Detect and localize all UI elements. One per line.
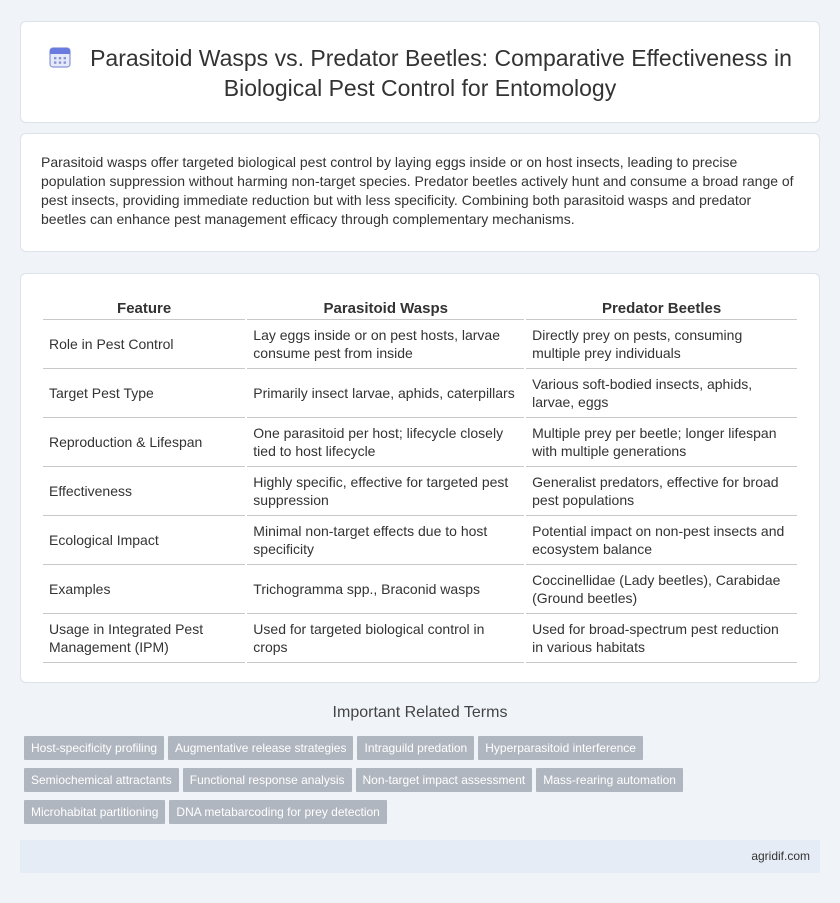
- wasps-cell: One parasitoid per host; lifecycle closely tied to host lifecycle: [247, 418, 524, 467]
- wasps-cell: Trichogramma spp., Braconid wasps: [247, 565, 524, 614]
- related-term-tag[interactable]: Functional response analysis: [183, 768, 352, 792]
- related-terms-tags: [24, 736, 824, 832]
- feature-cell: Role in Pest Control: [43, 320, 245, 369]
- feature-cell: Usage in Integrated Pest Management (IPM): [43, 614, 245, 663]
- intro-card: [20, 133, 820, 252]
- comparison-table-card: [20, 273, 820, 683]
- related-term-tag[interactable]: Host-specificity profiling: [24, 736, 164, 760]
- beetles-cell: Coccinellidae (Lady beetles), Carabidae (Ground beetles): [526, 565, 797, 614]
- wasps-cell: Highly specific, effective for targeted pest suppression: [247, 467, 524, 516]
- feature-cell: Ecological Impact: [43, 516, 245, 565]
- related-terms-heading: Important Related Terms: [332, 704, 508, 721]
- related-term-tag[interactable]: Semiochemical attractants: [24, 768, 179, 792]
- related-term-tag[interactable]: Intraguild predation: [357, 736, 474, 760]
- table-header-row: [43, 297, 797, 320]
- footer: [20, 840, 820, 873]
- wasps-cell: Primarily insect larvae, aphids, caterpillars: [247, 369, 524, 418]
- feature-cell: Target Pest Type: [43, 369, 245, 418]
- table-row: [43, 467, 797, 516]
- related-term-tag[interactable]: Augmentative release strategies: [168, 736, 353, 760]
- wasps-cell: Lay eggs inside or on pest hosts, larvae consume pest from inside: [247, 320, 524, 369]
- intro-paragraph: Parasitoid wasps offer targeted biological pest control by laying eggs inside or on host insects, leading to precise population suppression without harming non-target species. Predator beetles actively hunt and consume a broad range of pest insects, providing immediate reduction but with less specificity. Combining both parasitoid wasps and predator beetles can enhance pest management efficacy through complementary mechanisms.: [41, 154, 794, 227]
- header-parasitoid-wasps: Parasitoid Wasps: [247, 297, 524, 320]
- related-term-tag[interactable]: Non-target impact assessment: [356, 768, 533, 792]
- beetles-cell: Potential impact on non-pest insects and ecosystem balance: [526, 516, 797, 565]
- wasps-cell: Used for targeted biological control in crops: [247, 614, 524, 663]
- title-card: [20, 21, 820, 123]
- beetles-cell: Used for broad-spectrum pest reduction in various habitats: [526, 614, 797, 663]
- related-term-tag[interactable]: Hyperparasitoid interference: [478, 736, 643, 760]
- related-term-tag[interactable]: Microhabitat partitioning: [24, 800, 165, 824]
- beetles-cell: Generalist predators, effective for broad pest populations: [526, 467, 797, 516]
- wasps-cell: Minimal non-target effects due to host specificity: [247, 516, 524, 565]
- related-term-tag[interactable]: Mass-rearing automation: [536, 768, 683, 792]
- table-row: [43, 369, 797, 418]
- page-title: Parasitoid Wasps vs. Predator Beetles: Comparative Effectiveness in Biological Pest Control for Entomology: [90, 45, 792, 101]
- feature-cell: Reproduction & Lifespan: [43, 418, 245, 467]
- footer-site[interactable]: agridif.com: [751, 849, 810, 863]
- tag-row: [24, 736, 824, 768]
- beetles-cell: Multiple prey per beetle; longer lifespan with multiple generations: [526, 418, 797, 467]
- table-row: [43, 516, 797, 565]
- beetles-cell: Directly prey on pests, consuming multiple prey individuals: [526, 320, 797, 369]
- table-row: [43, 418, 797, 467]
- tag-row: [24, 800, 824, 832]
- page-title-wrap: [21, 43, 819, 103]
- comparison-table: [41, 297, 799, 663]
- header-predator-beetles: Predator Beetles: [526, 297, 797, 320]
- beetles-cell: Various soft-bodied insects, aphids, larvae, eggs: [526, 369, 797, 418]
- header-feature: Feature: [43, 297, 245, 320]
- feature-cell: Effectiveness: [43, 467, 245, 516]
- table-row: [43, 320, 797, 369]
- tag-row: [24, 768, 824, 800]
- table-row: [43, 614, 797, 663]
- related-term-tag[interactable]: DNA metabarcoding for prey detection: [169, 800, 386, 824]
- table-row: [43, 565, 797, 614]
- feature-cell: Examples: [43, 565, 245, 614]
- calendar-icon: [48, 45, 72, 69]
